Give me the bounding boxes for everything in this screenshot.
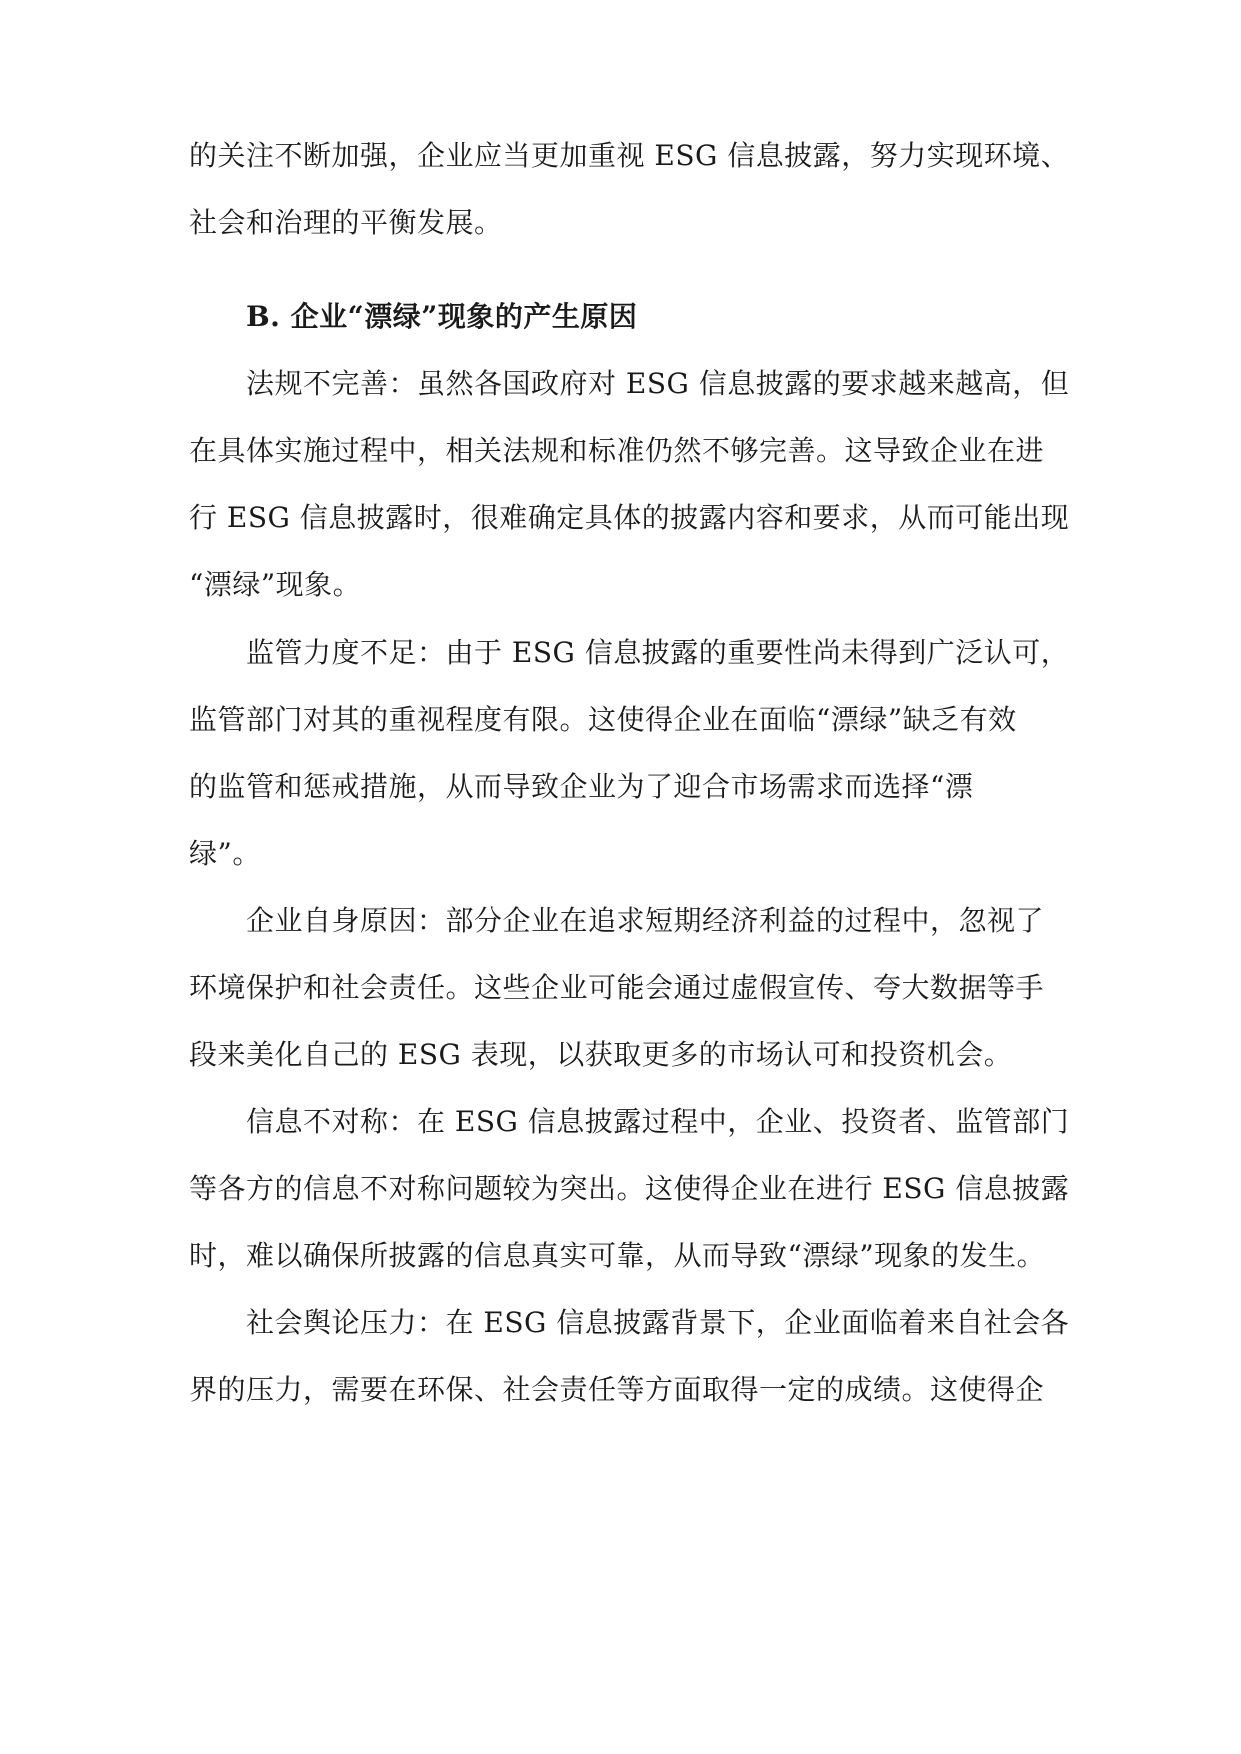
body-text-line: 的关注不断加强，企业应当更加重视 ESG 信息披露，努力实现环境、 bbox=[189, 139, 1070, 172]
paragraph-first-line: 法规不完善：虽然各国政府对 ESG 信息披露的要求越来越高，但 bbox=[246, 367, 1070, 400]
body-text-line: 行 ESG 信息披露时，很难确定具体的披露内容和要求，从而可能出现 bbox=[189, 501, 1070, 534]
section-heading: B. 企业“漂绿”现象的产生原因 bbox=[246, 300, 638, 333]
body-text-line: 在具体实施过程中，相关法规和标准仍然不够完善。这导致企业在进 bbox=[189, 434, 1045, 467]
body-text-line: 环境保护和社会责任。这些企业可能会通过虚假宣传、夸大数据等手 bbox=[189, 971, 1045, 1004]
body-text-line: 的监管和惩戒措施，从而导致企业为了迎合市场需求而选择“漂 bbox=[189, 770, 974, 803]
paragraph-first-line: 社会舆论压力：在 ESG 信息披露背景下，企业面临着来自社会各 bbox=[246, 1306, 1070, 1339]
paragraph-first-line: 监管力度不足：由于 ESG 信息披露的重要性尚未得到广泛认可， bbox=[246, 636, 1070, 669]
body-text-line: 段来美化自己的 ESG 表现，以获取更多的市场认可和投资机会。 bbox=[189, 1038, 1013, 1071]
paragraph-first-line: 企业自身原因：部分企业在追求短期经济利益的过程中，忽视了 bbox=[246, 904, 1045, 937]
body-text-line: 等各方的信息不对称问题较为突出。这使得企业在进行 ESG 信息披露 bbox=[189, 1172, 1070, 1205]
body-text-line: 社会和治理的平衡发展。 bbox=[189, 206, 503, 239]
body-text-line: 监管部门对其的重视程度有限。这使得企业在面临“漂绿”缺乏有效 bbox=[189, 703, 1017, 736]
body-text-line: 界的压力，需要在环保、社会责任等方面取得一定的成绩。这使得企 bbox=[189, 1373, 1045, 1406]
body-text-line: “漂绿”现象。 bbox=[189, 568, 362, 601]
body-text-line: 时，难以确保所披露的信息真实可靠，从而导致“漂绿”现象的发生。 bbox=[189, 1239, 1046, 1272]
body-text-line: 绿”。 bbox=[189, 837, 261, 870]
paragraph-first-line: 信息不对称：在 ESG 信息披露过程中，企业、投资者、监管部门 bbox=[246, 1105, 1070, 1138]
